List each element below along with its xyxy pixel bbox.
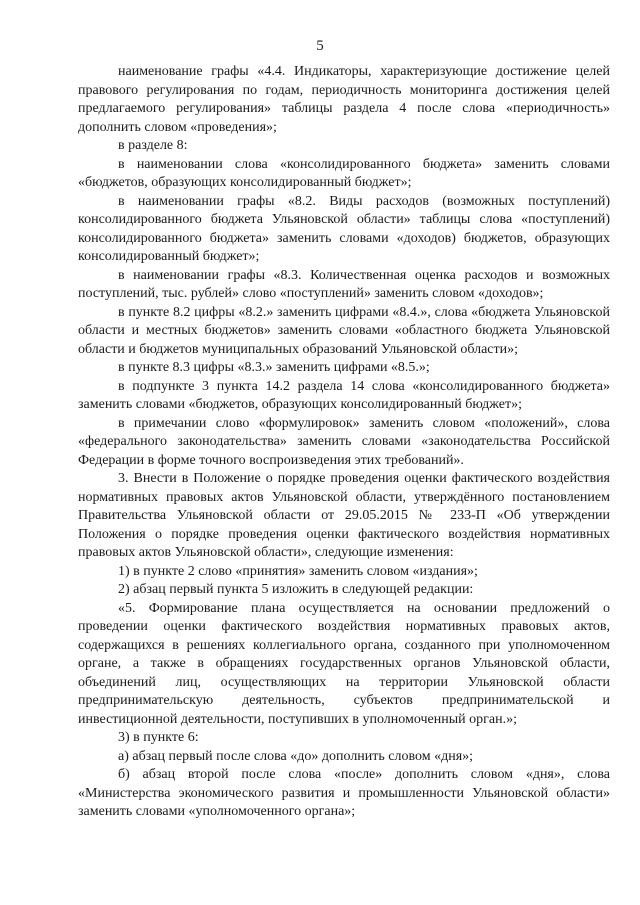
paragraph: в подпункте 3 пункта 14.2 раздела 14 слова «консолидированного бюджета» заменить словами «бюджетов, образующих консолидированный бюджет»; <box>78 378 610 412</box>
paragraph: наименование графы «4.4. Индикаторы, характеризующие достижение целей правового регулирования по годам, периодичность мониторинга достижения целей предлагаемого регулирования» таблицы раздела 4 после слова «периодичность» дополнить словом «проведения»; <box>78 64 610 135</box>
paragraph: в разделе 8: <box>118 138 188 153</box>
paragraph: 1) в пункте 2 слово «принятия» заменить словом «издания»; <box>118 563 478 579</box>
paragraph: 2) абзац первый пункта 5 изложить в следующей редакции: <box>118 582 474 597</box>
paragraph: 3. Внести в Положение о порядке проведения оценки фактического воздействия нормативных правовых актов Ульяновской области, утверждённого постановлением Правительства Ульяновской области от 29.05.2015 № 233-П «Об утверждении Положения о порядке проведения оценки фактического воздействия нормативных правовых актов Ульяновской области», следующие изменения: <box>78 471 610 560</box>
page-number: 5 <box>316 38 324 54</box>
paragraph: в пункте 8.2 цифры «8.2.» заменить цифрами «8.4.», слова «бюджета Ульяновской области и местных бюджетов» заменить словами «областного бюджета Ульяновской области и бюджетов муниципальных образований Ульяновской области»; <box>78 304 610 357</box>
paragraph: а) абзац первый после слова «до» дополнить словом «дня»; <box>118 748 474 764</box>
document-body <box>78 63 610 822</box>
paragraph: в примечании слово «формулировок» заменить словом «положений», слова «федерального законодательства» заменить словами «законодательства Российской Федерации в форме точного воспроизведения этих требований». <box>78 415 610 468</box>
paragraph: б) абзац второй после слова «после» дополнить словом «дня», слова «Министерства экономического развития и промышленности Ульяновской области» заменить словами «уполномоченного органа»; <box>78 767 610 819</box>
paragraph: 3) в пункте 6: <box>118 730 199 745</box>
paragraph: в пункте 8.3 цифры «8.3.» заменить цифрами «8.5.»; <box>118 360 430 375</box>
paragraph: в наименовании графы «8.3. Количественная оценка расходов и возможных поступлений, тыс. рублей» слово «поступлений» заменить словом «доходов»; <box>78 267 610 301</box>
paragraph: «5. Формирование плана осуществляется на основании предложений о проведении оценки фактического воздействия нормативных правовых актов, содержащихся в решениях коллегиального органа, созданного при уполномоченном органе, а также в обращениях государственных органов Ульяновской области, объединений лиц, осуществляющих на территории Ульяновской области предпринимательскую деятельность, субъектов предпринимательской и инвестиционной деятельности, поступивших в уполномоченный орган.»; <box>78 600 610 727</box>
paragraph: в наименовании слова «консолидированного бюджета» заменить словами «бюджетов, образующих консолидированный бюджет»; <box>78 156 610 190</box>
paragraph: в наименовании графы «8.2. Виды расходов (возможных поступлений) консолидированного бюджета Ульяновской области» таблицы слова «поступлений) консолидированного бюджета» заменить словами «доходов) бюджетов, образующих консолидированный бюджет»; <box>78 193 610 264</box>
